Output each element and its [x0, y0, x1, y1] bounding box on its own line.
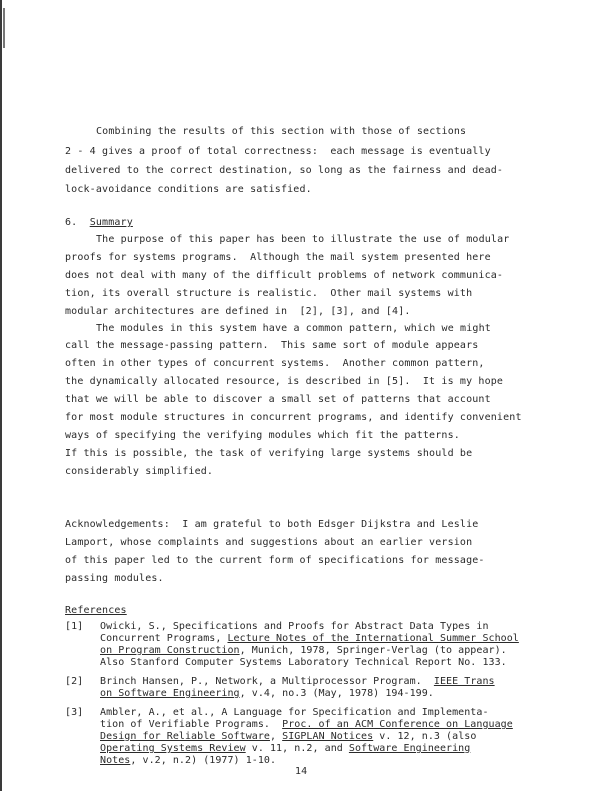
body-text-line: lock-avoidance conditions are satisfied.	[65, 184, 312, 195]
acknowledgements-line: of this paper led to the current form of specifications for message-	[65, 555, 485, 566]
references-heading: References	[65, 605, 127, 616]
body-text-line: tion, its overall structure is realistic. Other mail systems with	[65, 288, 473, 299]
reference-line: Owicki, S., Specifications and Proofs for Abstract Data Types in	[100, 621, 489, 632]
reference-line: Ambler, A., et al., A Language for Specification and Implementa-	[100, 707, 489, 718]
body-text-line: the dynamically allocated resource, is described in [5]. It is my hope	[65, 376, 504, 387]
section-heading-number: 6.	[65, 217, 78, 228]
acknowledgements-line: Lamport, whose complaints and suggestions about an earlier version	[65, 537, 473, 548]
body-text-line: proofs for systems programs. Although the mail system presented here	[65, 252, 491, 263]
body-text-line: If this is possible, the task of verifying large systems should be	[65, 448, 473, 459]
reference-line: Brinch Hansen, P., Network, a Multiprocessor Program. IEEE Trans	[100, 676, 495, 687]
reference-line: Also Stanford Computer Systems Laboratory Technical Report No. 133.	[100, 657, 507, 668]
body-text-line: that we will be able to discover a small set of patterns that account	[65, 394, 491, 405]
body-text-line: delivered to the correct destination, so long as the fairness and dead-	[65, 165, 504, 176]
body-text-line: modular architectures are defined in [2], [3], and [4].	[65, 306, 411, 317]
body-text-line: often in other types of concurrent systems. Another common pattern,	[65, 358, 485, 369]
reference-line: on Program Construction, Munich, 1978, Springer-Verlag (to appear).	[100, 645, 507, 656]
reference-line: Concurrent Programs, Lecture Notes of the International Summer School	[100, 633, 519, 644]
body-text-line: considerably simplified.	[65, 466, 214, 477]
reference-line: on Software Engineering, v.4, no.3 (May, 1978) 194-199.	[100, 688, 434, 699]
acknowledgements-line: Acknowledgements: I am grateful to both Edsger Dijkstra and Leslie	[65, 519, 479, 530]
body-text-line: call the message-passing pattern. This same sort of module appears	[65, 340, 479, 351]
reference-line: Operating Systems Review v. 11, n.2, and Software Engineering	[100, 743, 471, 754]
reference-number: [3]	[65, 707, 84, 718]
section-heading-title: Summary	[89, 217, 133, 228]
body-text-line: does not deal with many of the difficult problems of network communica-	[65, 270, 504, 281]
reference-line: tion of Verifiable Programs. Proc. of an ACM Conference on Language	[100, 719, 513, 730]
body-text-line: for most module structures in concurrent programs, and identify convenient	[65, 412, 522, 423]
reference-line: Design for Reliable Software, SIGPLAN Notices v. 12, n.3 (also	[100, 731, 477, 742]
page-number: 14	[295, 766, 308, 777]
body-text-line: ways of specifying the verifying modules which fit the patterns.	[65, 430, 460, 441]
reference-line: Notes, v.2, n.2) (1977) 1-10.	[100, 755, 277, 766]
acknowledgements-line: passing modules.	[65, 573, 164, 584]
body-text-line: The purpose of this paper has been to illustrate the use of modular	[96, 234, 510, 245]
body-text-line: The modules in this system have a common pattern, which we might	[96, 323, 491, 334]
body-text-line: Combining the results of this section with those of sections	[96, 126, 467, 137]
body-text-line: 2 - 4 gives a proof of total correctness: each message is eventually	[65, 146, 491, 157]
section-heading	[65, 217, 133, 229]
reference-number: [2]	[65, 676, 84, 687]
reference-number: [1]	[65, 621, 84, 632]
